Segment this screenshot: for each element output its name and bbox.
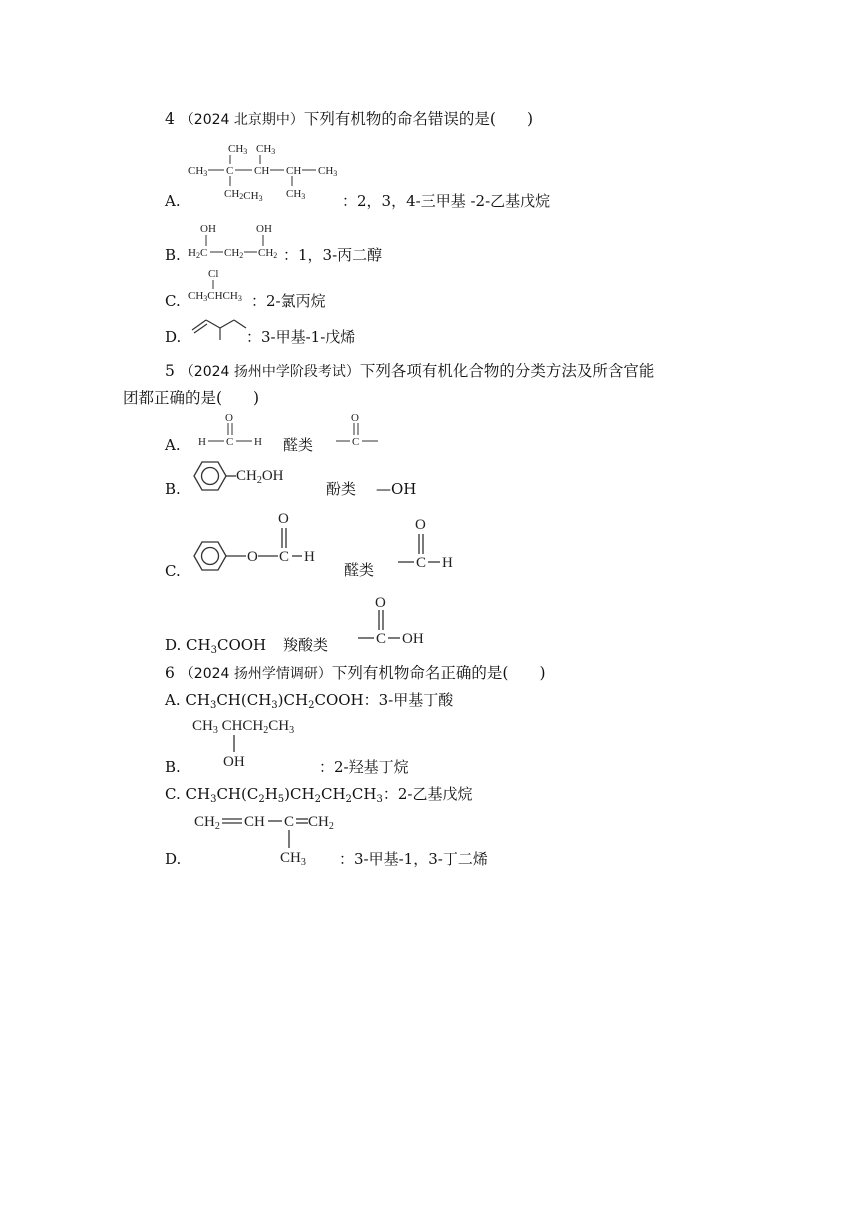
structure-5d-group [356,594,436,650]
question-number: 5 [165,362,175,380]
svg-text:C: C [279,549,290,565]
option-4d [165,328,181,346]
svg-text:CH3: $CH_3$ [280,850,306,868]
structure-5c-group [396,514,466,576]
question-number: 4 [165,110,175,128]
svg-text:O: O [375,595,386,611]
question-stem: 下列各项有机化合物的分类方法及所含官能 [359,362,655,380]
svg-text:CH3 CHCH2CH3: $CH_3$ $CHCH_2CH_3$ [192,718,295,736]
question-5-heading [165,362,654,381]
svg-text:CH3: CH3 [318,165,338,178]
option-5a [165,436,181,454]
svg-text:CH2: CH2 [258,247,278,260]
question-source: （2024 扬州中学阶段考试） [179,364,360,380]
svg-text:OH: OH [256,223,272,235]
option-5b-group: —OH [376,480,417,498]
option-6c-text: ：2-乙基戊烷 [382,785,473,803]
option-4b [165,246,181,264]
svg-text:CH2CH3: CH2CH3 [224,188,263,203]
structure-5a-group [334,410,382,452]
option-letter: A. [165,691,181,709]
svg-text:H2C: H2C [188,247,208,260]
svg-text:H: H [304,549,315,565]
svg-text:CH: CH [244,814,265,830]
svg-text:CH2: CH2 [224,247,244,260]
svg-text:H: H [442,555,453,571]
option-letter: A. [165,436,181,454]
structure-5a-compound [196,410,268,452]
option-6d [165,850,181,868]
option-5d-class: 羧酸类 [283,636,329,654]
svg-text:H: H [198,436,206,448]
option-4a-text: ：2，3，4-三甲基 -2-乙基戊烷 [342,192,551,210]
option-5d-formula: $CH_3COOH$ [186,636,267,656]
option-6c-formula: $CH_3CH(C_2H_5)CH_2CH_2CH_3$ [185,785,383,805]
option-letter: D. [165,636,182,654]
option-4d-text: ：3-甲基-1-戊烯 [246,328,356,346]
option-letter: C. [165,785,181,803]
svg-text:CH3CHCH3: CH3CHCH3 [188,290,242,303]
option-6b-text: ：2-羟基丁烷 [319,758,409,776]
question-number: 6 [165,664,175,682]
option-letter: B. [165,480,181,498]
svg-text:CH3: CH3 [256,143,276,156]
svg-text:CH3: CH3 [228,143,248,156]
svg-text:Cl: Cl [208,268,219,280]
option-letter: D. [165,850,182,868]
svg-text:H: H [254,436,262,448]
question-stem: 下列有机物的命名错误的是( ) [303,110,534,128]
option-4c [165,292,181,310]
option-letter: A. [165,192,181,210]
svg-text:C: C [352,436,360,448]
option-6a [165,691,453,709]
svg-text:C: C [416,555,427,571]
option-5c [165,562,181,580]
option-4b-text: ：1，3-丙二醇 [283,246,383,264]
svg-text:C: C [226,436,234,448]
option-5b-class: 酚类 [326,480,357,498]
question-5-stem-line2: 团都正确的是( ) [123,389,260,407]
option-letter: C. [165,292,181,310]
option-4c-text: ：2-氯丙烷 [251,292,326,310]
option-6a-text: ：3-甲基丁酸 [363,691,454,709]
svg-text:CH: CH [286,165,302,177]
option-4a [165,192,181,210]
option-letter: D. [165,328,182,346]
structure-5b-compound [188,456,310,496]
svg-text:O: O [415,517,426,533]
question-4-heading [165,110,533,129]
option-5a-class: 醛类 [283,436,314,454]
svg-text:CH3: CH3 [286,188,306,201]
structure-4c [186,266,256,306]
structure-4a [186,140,346,204]
svg-text:O: O [351,412,359,424]
svg-text:O: O [278,511,289,527]
svg-text:CH2: $CH_2$ [194,814,220,832]
structure-5c-compound [188,508,328,582]
option-letter: B. [165,246,181,264]
option-6a-formula: $CH_3CH(CH_3)CH_2COOH$ [185,691,364,711]
svg-text:CH: CH [254,165,270,177]
option-5b [165,480,181,498]
question-source: （2024 北京期中） [179,112,304,128]
svg-text:C: C [284,814,295,830]
svg-text:OH: OH [200,223,216,235]
svg-text:OH: OH [223,754,245,770]
svg-text:O: O [247,549,258,565]
question-6-heading [165,664,546,683]
option-6c [165,785,472,803]
structure-4b [186,220,286,262]
option-letter: B. [165,758,181,776]
svg-text:C: C [226,165,234,177]
option-6d-text: ：3-甲基-1，3-丁二烯 [339,850,488,868]
option-5c-class: 醛类 [344,561,375,579]
svg-text:O: O [225,412,233,424]
structure-6d [192,808,342,868]
option-6b [165,758,181,776]
svg-text:CH2: $CH_2$ [308,814,334,832]
svg-text:OH: OH [402,631,424,647]
structure-6b [190,712,330,770]
svg-text:C: C [376,631,387,647]
svg-text:CH3: CH3 [188,165,208,178]
svg-text:CH2OH: $CH_2OH$ [236,468,284,486]
question-stem: 下列有机物命名正确的是( ) [331,664,546,682]
question-source: （2024 扬州学情调研） [179,666,332,682]
option-5d [165,636,266,654]
structure-4d [190,310,250,344]
option-letter: C. [165,562,181,580]
